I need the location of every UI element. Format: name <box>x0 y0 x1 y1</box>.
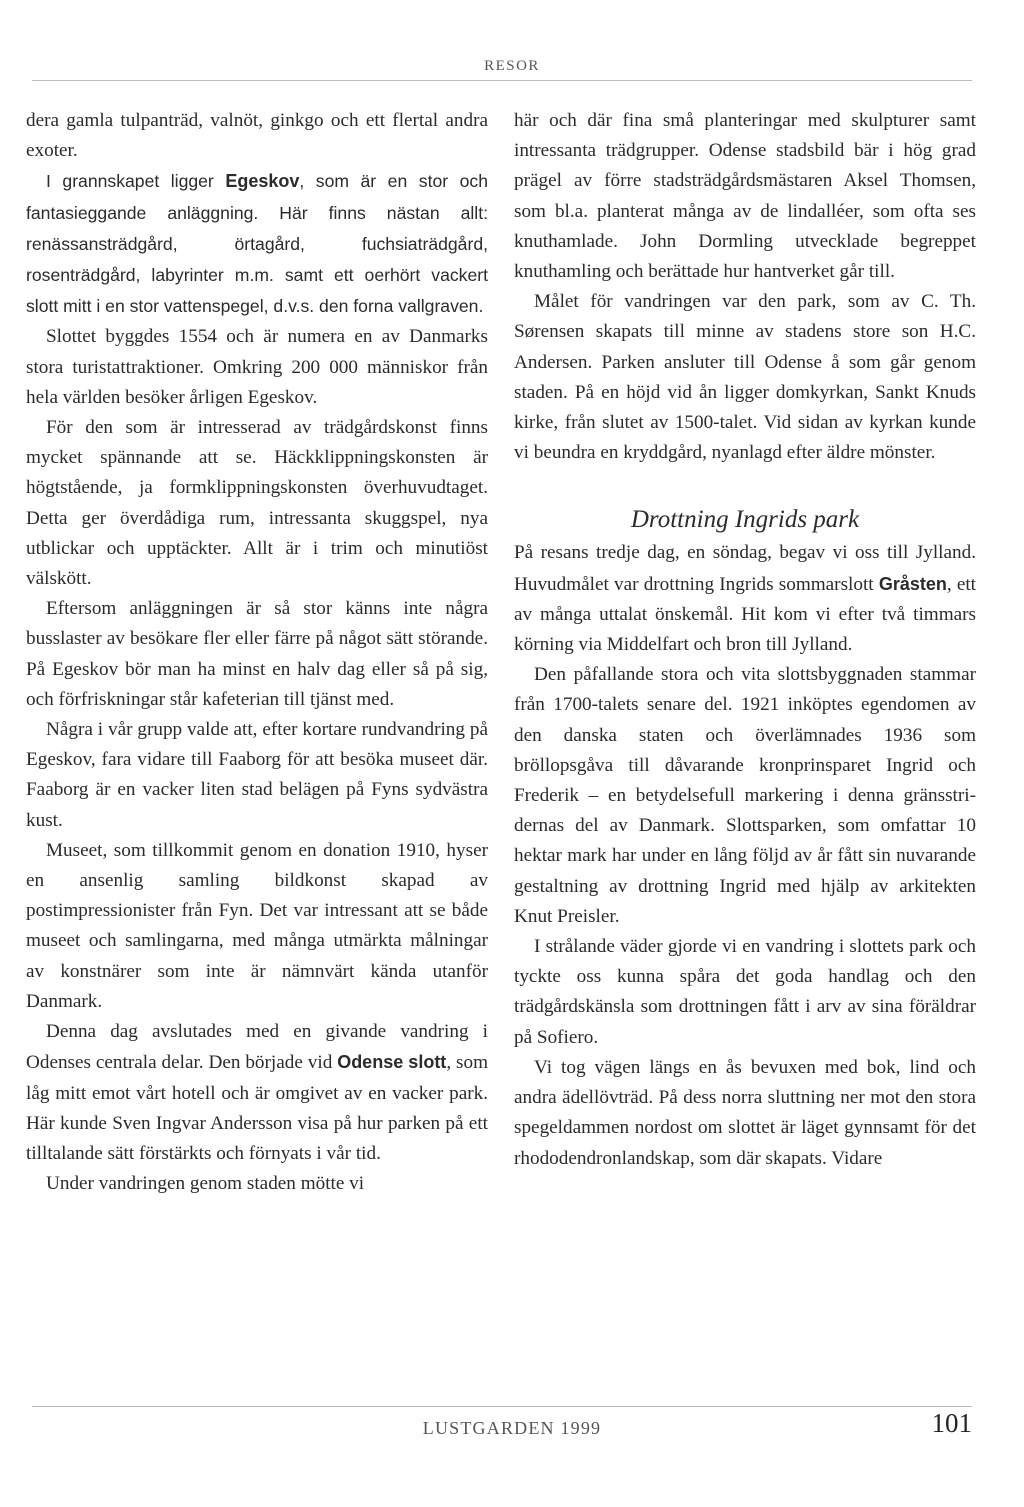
page-number: 101 <box>931 1408 972 1438</box>
paragraph: I strålande väder gjorde vi en vandring i slottets park och tyckte oss kunna spåra det goda handlag och den trädgårdskänsla som drottningen fått i arv av sina föräldrar på Sofiero. <box>514 936 976 1048</box>
paragraph: Slottet byggdes 1554 och är numera en av Danmarks stora turistattraktioner. Omkring 200 000 människor från hela världen besöker årligen Egeskov. <box>26 326 488 408</box>
footer-publication: LUSTGARDEN 1999 <box>422 1418 602 1438</box>
paragraph: Eftersom anläggningen är så stor känns inte några busslaster av besökare fler eller färre på något sätt störande. På Egeskov bör man ha minst en halv dag eller så på sig, och förfriskningar står kafeterian till tjänst med. <box>26 598 488 710</box>
paragraph: Museet, som tillkommit genom en donation 1910, hyser en ansenlig samling bildkonst skapad av postimpressionister från Fyn. Det var intressant att se både museet och samlingarna, med många utmärkta målningar av konstnärer som inte är nämnvärt kända utanför Danmark. <box>26 839 488 1012</box>
paragraph: Under vandringen genom staden mötte vi <box>46 1173 365 1195</box>
paragraph: Den påfallande stora och vita slottsbyggnaden stammar från 1700-talets senare del. 1921 inköptes egendomen av den danska staten och överlämnades 1936 som bröllopsgåva till dåvarande kronprinsparet Ingrid och Frederik – en betydelsefull markering i denna gränsstridernas del av Danmark. Slottsparken, som omfattar 10 hektar mark har under en lång följd av år fått sin nuvarande gestaltning av drottning Ingrid med hjälp av arkitekten Knut Preisler. <box>514 664 976 927</box>
left-column <box>26 106 488 1199</box>
top-rule <box>32 80 972 81</box>
place-name-egeskov: Egeskov <box>225 171 300 192</box>
paragraph: I grannskapet ligger Egeskov, som är en stor och fantasieggande anläggning. Här finns nästan allt: renässansträdgård, örtagård, fuchsiaträdgård, rosenträdgård, labyrinter m.m. samt ett oerhört vackert slott mitt i en stor vattenspegel, d.v.s. den forna vallgraven. <box>26 171 488 317</box>
place-name-odense-slott: Odense slott <box>337 1052 447 1073</box>
paragraph: För den som är intresserad av trädgårdskonst finns mycket spännande att se. Häckklippningskonsten är högtstående, ja formklippningskonsten överhuvudtaget. Detta ger överdådiga rum, intressanta skuggspel, nya utblickar och upptäckter. Allt är i trim och minutiöst välskött. <box>26 417 488 590</box>
bottom-rule <box>32 1406 972 1407</box>
place-name-grasten: Gråsten <box>878 573 947 594</box>
paragraph: dera gamla tulpanträd, valnöt, ginkgo och ett flertal andra exoter. <box>26 110 488 162</box>
paragraph: Några i vår grupp valde att, efter kortare rundvandring på Egeskov, fara vidare till Faaborg för att besöka museet där. Faaborg är en vacker liten stad belägen på Fyns sydvästra kust. <box>26 719 488 831</box>
running-head: RESOR <box>484 58 540 74</box>
paragraph: Denna dag avslutades med en givande vandring i Odenses centrala delar. Den började vid Odense slott, som låg mitt emot vårt hotell och är omgivet av en vacker park. Här kunde Sven Ingvar Andersson visa på hur parken på ett tilltalande sätt förstärkts och förnyats i vår tid. <box>26 1021 488 1164</box>
right-column <box>514 106 976 1174</box>
paragraph: Målet för vandringen var den park, som av C. Th. Sørensen skapats till minne av stadens store son H.C. Andersen. Parken ansluter till Odense å som går genom staden. På en höjd vid ån ligger domkyrkan, Sankt Knuds kirke, från slutet av 1500-talet. Vid sidan av kyrkan kunde vi beundra en kryddgård, nyanlagd efter äldre mönster. <box>514 291 976 464</box>
paragraph: här och där fina små planteringar med skulpturer samt intressanta trädgrupper. Odense stadsbild bär i hög grad prägel av förre stadsträdgårdsmästaren Aksel Thomsen, som bl.a. planterat många av de lindalléer, som ofta ses knuthamlade. John Dormling utvecklade begreppet knuthamling och berättade hur hantverket går till. <box>514 110 976 283</box>
paragraph: Vi tog vägen längs en ås bevuxen med bok, lind och andra ädellövträd. På dess norra sluttning ner mot den stora spegeldammen nordost om slottet är läget gynnsamt för det rhododendronlandskap, som där skapats. Vidare <box>514 1056 976 1169</box>
section-heading: Drottning Ingrids park <box>630 506 860 534</box>
paragraph: På resans tredje dag, en söndag, begav vi oss till Jylland. Huvudmålet var drottning Ingrids sommarslott Gråsten, ett av många uttalat önskemål. Hit kom vi efter två timmars körning via Middelfart och bron till Jylland. <box>514 542 976 656</box>
